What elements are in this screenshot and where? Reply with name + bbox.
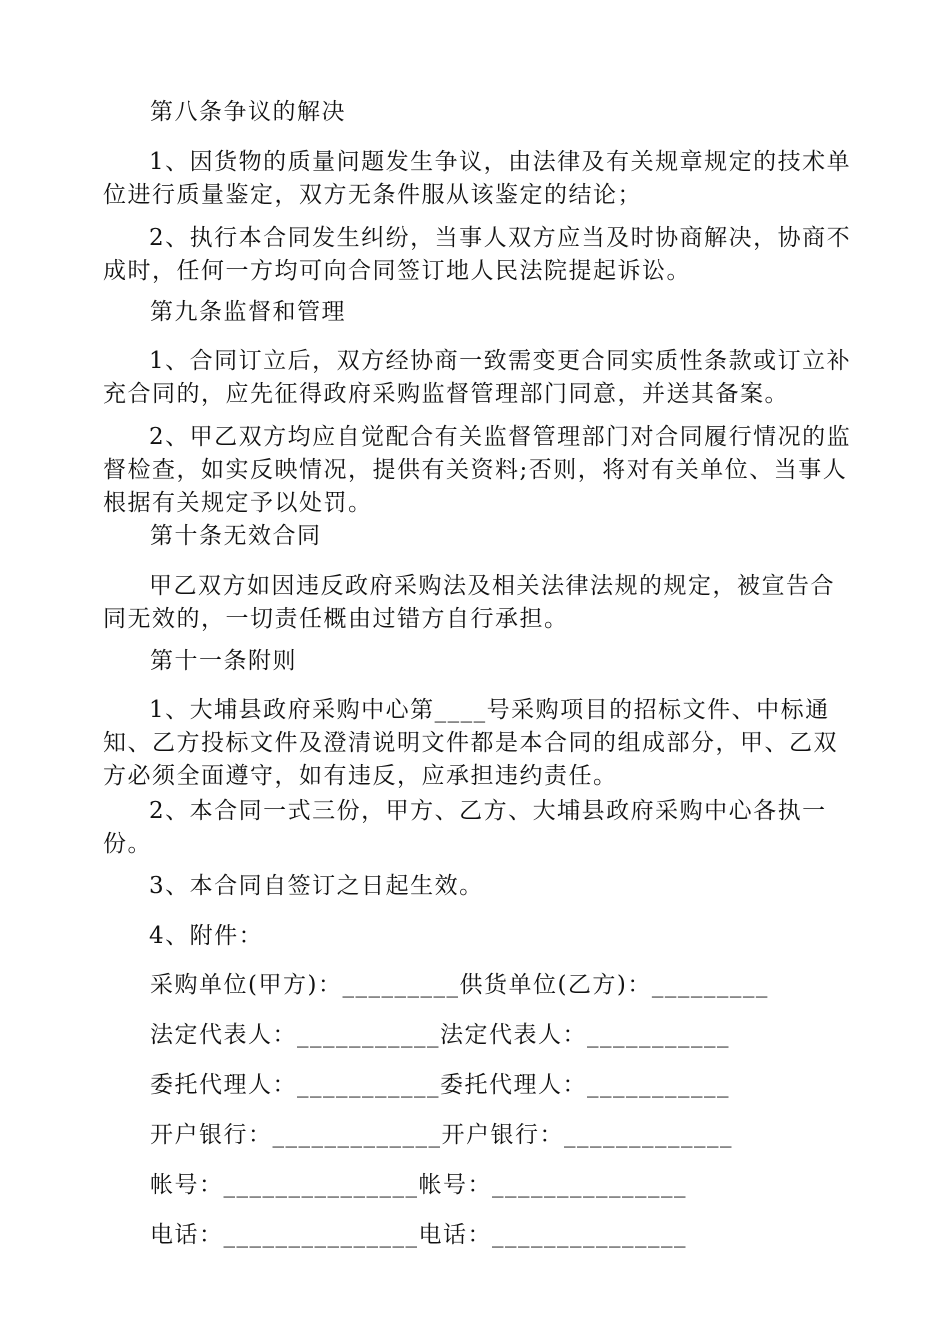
article-8-clause-2: 2、执行本合同发生纠纷，当事人双方应当及时协商解决，协商不成时，任何一方均可向合同签订地人民法院提起诉讼。 bbox=[103, 225, 852, 284]
account-number-field: 帐号：_______________帐号：_______________ bbox=[150, 1172, 687, 1198]
buyer-supplier-field: 采购单位(甲方)：_________供货单位(乙方)：_________ bbox=[150, 972, 769, 998]
article-9-title: 第九条监督和管理 bbox=[150, 299, 346, 325]
article-11-clause-3: 3、本合同自签订之日起生效。 bbox=[149, 873, 484, 899]
article-8-title: 第八条争议的解决 bbox=[150, 99, 346, 125]
article-11-clause-1: 1、大埔县政府采购中心第____号采购项目的招标文件、中标通知、乙方投标文件及澄清说明文件都是本合同的组成部分，甲、乙双方必须全面遵守，如有违反，应承担违约责任。 bbox=[103, 697, 838, 789]
article-10-title: 第十条无效合同 bbox=[150, 523, 322, 549]
phone-field: 电话：_______________电话：_______________ bbox=[150, 1222, 687, 1248]
legal-representative-field: 法定代表人：___________法定代表人：___________ bbox=[150, 1022, 730, 1048]
article-10-clause-1: 甲乙双方如因违反政府采购法及相关法律法规的规定，被宣告合同无效的，一切责任概由过错方自行承担。 bbox=[103, 573, 835, 632]
article-8-clause-1: 1、因货物的质量问题发生争议，由法律及有关规章规定的技术单位进行质量鉴定，双方无条件服从该鉴定的结论； bbox=[103, 149, 852, 208]
article-9-clause-1: 1、合同订立后，双方经协商一致需变更合同实质性条款或订立补充合同的，应先征得政府采购监督管理部门同意，并送其备案。 bbox=[103, 348, 852, 407]
article-11-clause-2: 2、本合同一式三份，甲方、乙方、大埔县政府采购中心各执一份。 bbox=[103, 798, 827, 857]
authorized-agent-field: 委托代理人：___________委托代理人：___________ bbox=[150, 1072, 730, 1098]
bank-field: 开户银行：_____________开户银行：_____________ bbox=[150, 1122, 733, 1148]
article-11-title: 第十一条附则 bbox=[150, 648, 297, 674]
article-9-clause-2: 2、甲乙双方均应自觉配合有关监督管理部门对合同履行情况的监督检查，如实反映情况，提供有关资料;否则，将对有关单位、当事人根据有关规定予以处罚。 bbox=[103, 424, 852, 516]
article-11-clause-4: 4、附件： bbox=[149, 923, 264, 949]
